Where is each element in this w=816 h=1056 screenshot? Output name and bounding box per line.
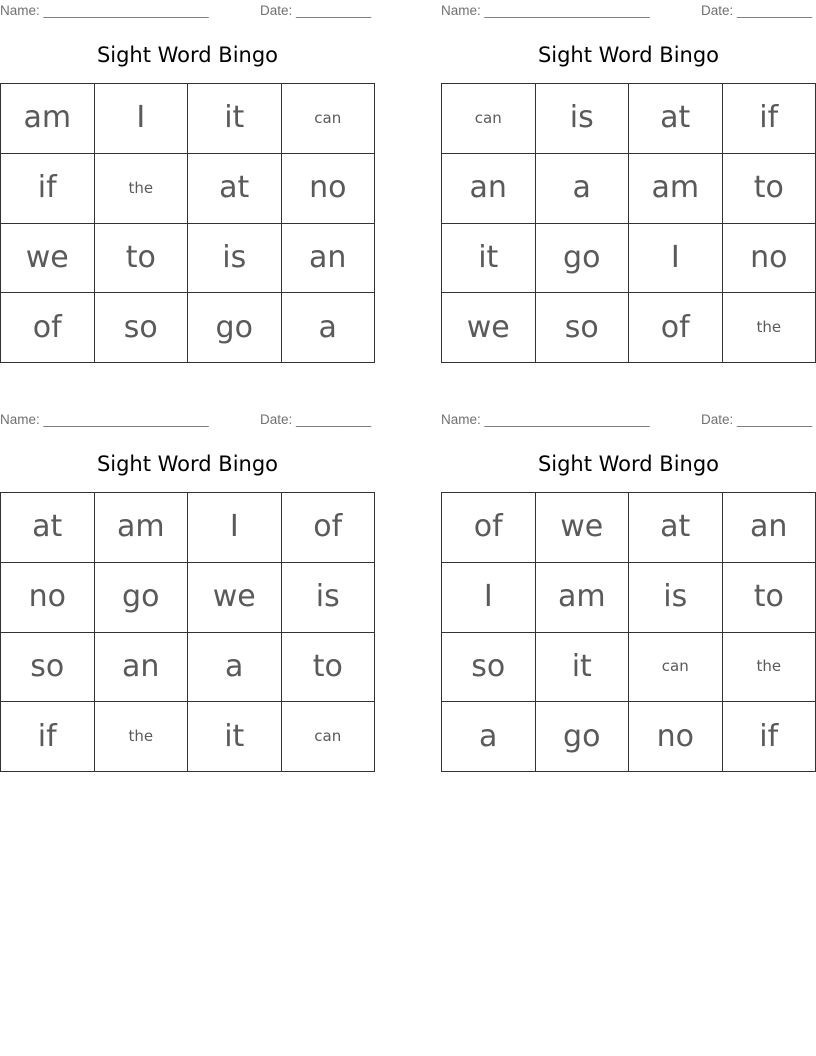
bingo-cell: the xyxy=(723,633,816,703)
bingo-cell: am xyxy=(536,563,630,633)
bingo-cell: if xyxy=(723,84,816,154)
bingo-cell: we xyxy=(1,224,95,294)
bingo-cell: is xyxy=(536,84,630,154)
bingo-cell: at xyxy=(629,493,723,563)
date-line: Date: __________ xyxy=(260,412,372,427)
bingo-cell: a xyxy=(442,702,536,772)
bingo-cell: we xyxy=(188,563,282,633)
card-title: Sight Word Bingo xyxy=(537,452,720,476)
bingo-cell: at xyxy=(629,84,723,154)
card-header xyxy=(441,3,816,19)
bingo-grid xyxy=(441,83,816,363)
bingo-cell: to xyxy=(95,224,189,294)
name-line: Name: ______________________ xyxy=(0,3,209,18)
bingo-cell: if xyxy=(723,702,816,772)
bingo-cell: is xyxy=(282,563,376,633)
bingo-cell: it xyxy=(188,702,282,772)
bingo-cell: am xyxy=(1,84,95,154)
bingo-cell: it xyxy=(536,633,630,703)
bingo-cell: I xyxy=(95,84,189,154)
bingo-cell: can xyxy=(442,84,536,154)
date-line: Date: __________ xyxy=(701,3,813,18)
name-line: Name: ______________________ xyxy=(441,412,650,427)
bingo-cell: can xyxy=(282,84,376,154)
bingo-cell: at xyxy=(1,493,95,563)
bingo-cell: a xyxy=(536,154,630,224)
bingo-cell: we xyxy=(536,493,630,563)
bingo-cell: the xyxy=(95,154,189,224)
bingo-cell: an xyxy=(282,224,376,294)
bingo-cell: it xyxy=(188,84,282,154)
bingo-cell: go xyxy=(188,293,282,363)
date-line: Date: __________ xyxy=(260,3,372,18)
bingo-cell: so xyxy=(95,293,189,363)
bingo-cell: a xyxy=(188,633,282,703)
bingo-cell: to xyxy=(723,154,816,224)
bingo-cell: at xyxy=(188,154,282,224)
bingo-cell: can xyxy=(282,702,376,772)
card-header xyxy=(0,3,375,19)
bingo-cell: is xyxy=(629,563,723,633)
bingo-grid xyxy=(441,492,816,772)
bingo-cell: to xyxy=(723,563,816,633)
bingo-cell: so xyxy=(442,633,536,703)
bingo-cell: of xyxy=(629,293,723,363)
name-line: Name: ______________________ xyxy=(0,412,209,427)
bingo-cell: go xyxy=(95,563,189,633)
card-title: Sight Word Bingo xyxy=(96,43,279,67)
bingo-cell: am xyxy=(95,493,189,563)
bingo-cell: no xyxy=(1,563,95,633)
bingo-cell: so xyxy=(1,633,95,703)
bingo-cell: if xyxy=(1,702,95,772)
bingo-cell: it xyxy=(442,224,536,294)
bingo-cell: can xyxy=(629,633,723,703)
bingo-cell: is xyxy=(188,224,282,294)
bingo-cell: go xyxy=(536,224,630,294)
bingo-cell: of xyxy=(442,493,536,563)
bingo-cell: am xyxy=(629,154,723,224)
bingo-cell: if xyxy=(1,154,95,224)
bingo-grid xyxy=(0,83,375,363)
bingo-cell: no xyxy=(629,702,723,772)
bingo-cell: go xyxy=(536,702,630,772)
name-line: Name: ______________________ xyxy=(441,3,650,18)
bingo-cell: no xyxy=(723,224,816,294)
card-header xyxy=(441,412,816,428)
date-line: Date: __________ xyxy=(701,412,813,427)
bingo-cell: the xyxy=(95,702,189,772)
bingo-grid xyxy=(0,492,375,772)
bingo-cell: to xyxy=(282,633,376,703)
card-title: Sight Word Bingo xyxy=(96,452,279,476)
bingo-cell: of xyxy=(282,493,376,563)
bingo-cell: I xyxy=(188,493,282,563)
bingo-cell: an xyxy=(95,633,189,703)
bingo-cell: a xyxy=(282,293,376,363)
bingo-cell: so xyxy=(536,293,630,363)
bingo-cell: an xyxy=(442,154,536,224)
bingo-cell: an xyxy=(723,493,816,563)
bingo-cell: I xyxy=(442,563,536,633)
bingo-cell: no xyxy=(282,154,376,224)
bingo-cell: of xyxy=(1,293,95,363)
bingo-cell: the xyxy=(723,293,816,363)
card-header xyxy=(0,412,375,428)
bingo-cell: I xyxy=(629,224,723,294)
bingo-cell: we xyxy=(442,293,536,363)
card-title: Sight Word Bingo xyxy=(537,43,720,67)
